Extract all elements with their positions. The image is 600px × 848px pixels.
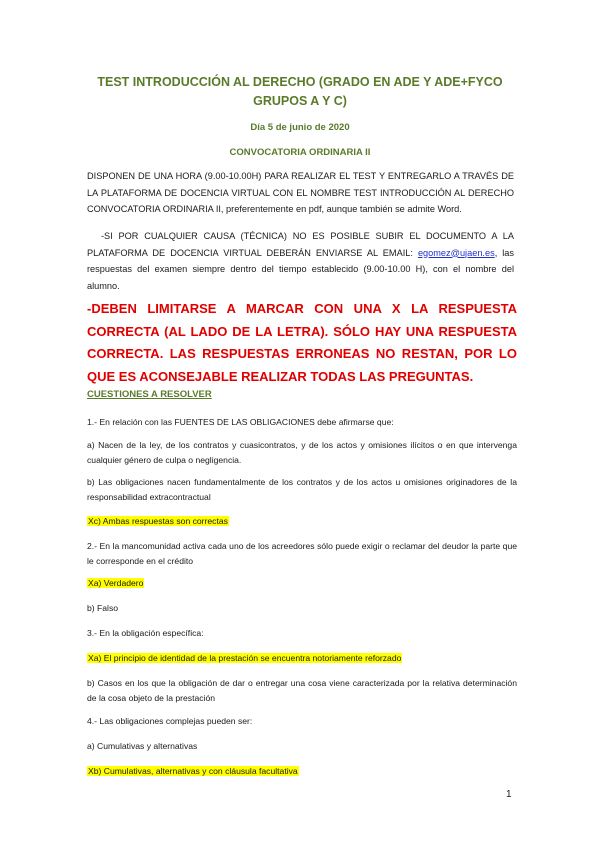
question-4: 4.- Las obligaciones complejas pueden ser: [87, 716, 253, 726]
title-line-2: GRUPOS A Y C) [253, 94, 347, 108]
section-heading: CUESTIONES A RESOLVER [87, 389, 212, 400]
question-1-option-c [87, 514, 517, 529]
question-4-option-a: a) Cumulativas y alternativas [87, 741, 198, 751]
selected-answer: Xa) Verdadero [88, 578, 144, 588]
email-link[interactable]: egomez@ujaen.es [417, 247, 495, 258]
question-1-option-a: a) Nacen de la ley, de los contratos y cuasicontratos, y de los actos y omisiones ilícitos o en que intervenga cualquier género de culpa o negligencia. [87, 440, 517, 465]
instructions-paragraph-1: DISPONEN DE UNA HORA (9.00-10.00H) PARA REALIZAR EL TEST Y ENTREGARLO A TRAVÉS DE LA PLATAFORMA DE DOCENCIA VIRTUAL CON EL NOMBRE TEST INTRODUCCIÓN AL DERECHO CONVOCATORIA ORDINARIA II, preferentemente en pdf, aunque también se admite Word. [87, 171, 514, 214]
exam-date: Día 5 de junio de 2020 [250, 122, 350, 133]
document-title [60, 73, 540, 111]
question-1: 1.- En relación con las FUENTES DE LAS OBLIGACIONES debe afirmarse que: [87, 417, 394, 427]
selected-answer: Xa) El principio de identidad de la prestación se encuentra notoriamente reforzado [88, 653, 402, 663]
question-2-option-a [87, 576, 517, 591]
question-1-option-b: b) Las obligaciones nacen fundamentalmente de los contratos y de los actos u omisiones originadores de la responsabilidad extracontractual [87, 477, 517, 502]
title-line-1: TEST INTRODUCCIÓN AL DERECHO (GRADO EN ADE Y ADE+FYCO [97, 75, 503, 89]
warning-paragraph: -DEBEN LIMITARSE A MARCAR CON UNA X LA RESPUESTA CORRECTA (AL LADO DE LA LETRA). SÓLO HAY UNA RESPUESTA CORRECTA. LAS RESPUESTAS ERRONEAS NO RESTAN, POR LO QUE ES ACONSEJABLE REALIZAR TODAS LAS PREGUNTAS. [87, 301, 517, 384]
convocatoria-label: CONVOCATORIA ORDINARIA II [229, 147, 371, 158]
question-3-option-a [87, 651, 517, 666]
question-4-option-b [87, 764, 517, 779]
selected-answer: Xb) Cumulativas, alternativas y con cláusula facultativa [88, 766, 298, 776]
instructions-p2-text: -SI POR CUALQUIER CAUSA (TÉCNICA) NO ES POSIBLE SUBIR EL DOCUMENTO A LA PLATAFORMA DE DOCENCIA VIRTUAL DEBERÁN ENVIARSE AL EMAIL: [87, 231, 514, 258]
question-2-option-b: b) Falso [87, 603, 119, 613]
question-3: 3.- En la obligación específica: [87, 628, 204, 638]
instructions-paragraph-2 [87, 228, 514, 294]
selected-answer: Xc) Ambas respuestas son correctas [88, 516, 228, 526]
question-2: 2.- En la mancomunidad activa cada uno de los acreedores sólo puede exigir o reclamar del deudor la parte que le corresponde en el crédito [87, 541, 517, 566]
instructions-p2-tail: , las respuestas del examen siempre dentro del tiempo establecido (9.00-10.00 H), con el nombre del alumno. [87, 247, 514, 291]
page-number: 1 [506, 789, 512, 800]
question-3-option-b: b) Casos en los que la obligación de dar o entregar una cosa viene caracterizada por la relativa determinación de la cosa objeto de la prestación [87, 678, 517, 703]
